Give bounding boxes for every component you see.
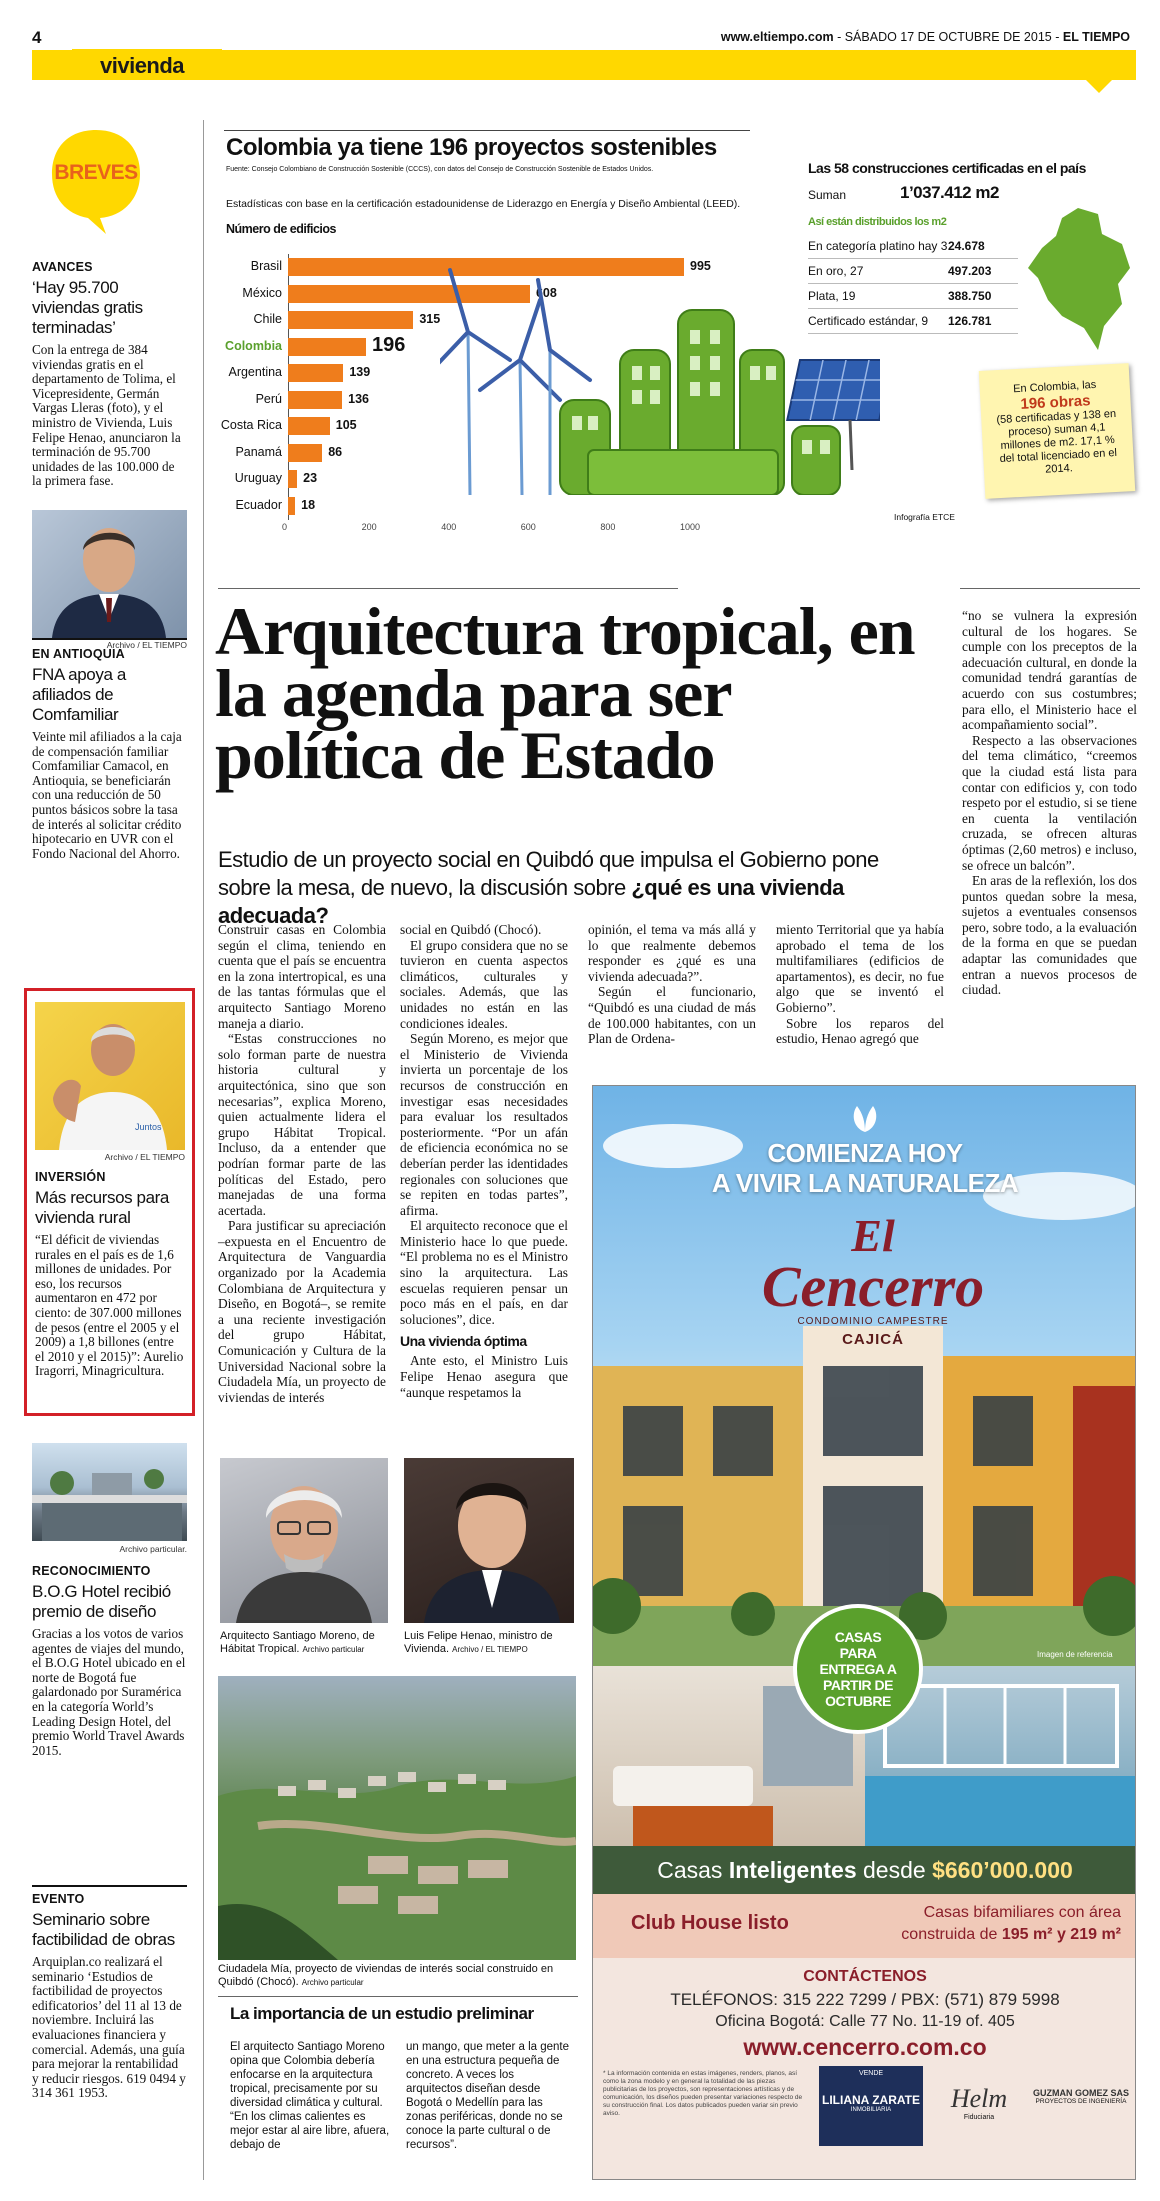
bar-label: Argentina xyxy=(228,365,282,379)
photo-caption-ciudadela xyxy=(218,1963,578,1989)
bar xyxy=(288,444,322,462)
paragraph: Según Moreno, es mejor que el Ministerio de Vivienda invierta un porcentaje de los recursos de construcción en investigar esas necesidades para evaluar los resultados posteriormente. “Por un afán de eficiencia económica no se deberían perder las identidades regionales con soluciones que se repiten en todas partes”, afirma. xyxy=(400,1031,568,1218)
brief-text: “El déficit de viviendas rurales en el país es de 1,6 millones de unidades. Por eso, los recursos aumentaron en 472 por ciento: de 307.000 millones de pesos (entre el 2005 y el 2009) a 1,8 billones (entre el 2010 y el 2015)”: Aurelio Iragorri, Minagricultura. xyxy=(35,1232,184,1379)
seller-box xyxy=(819,2066,923,2146)
row-value: 24.678 xyxy=(948,239,985,253)
certified-title: Las 58 construcciones certificadas en el país xyxy=(808,160,1086,176)
certified-table xyxy=(808,234,1018,334)
chart-axis-label: Número de edificios xyxy=(226,222,336,236)
article-col-4 xyxy=(776,922,944,1047)
caption-credit: Archivo particular xyxy=(301,1978,364,1987)
ad-headline-1: COMIENZA HOY xyxy=(767,1138,963,1168)
brief-text: Gracias a los votos de varios agentes de viajes del mundo, el B.O.G Hotel ubicado en el norte de Bogotá fue galardonado por Suramérica en la categoría World’s Leading Design Hotel, del premio World Travel Awards 2015. xyxy=(32,1626,186,1758)
colombia-map-icon xyxy=(1018,204,1138,354)
bar-label: Ecuador xyxy=(235,497,282,512)
seller-2-sub: Fiduciaria xyxy=(963,2114,995,2121)
seller-label: VENDE xyxy=(858,2070,884,2077)
bar-label: Chile xyxy=(253,312,282,326)
seller-2-name: Helm xyxy=(950,2084,1008,2113)
bar-value: 139 xyxy=(349,365,371,379)
x-tick-label: 600 xyxy=(520,522,536,532)
certified-row xyxy=(808,284,1018,309)
price-value: $660’000.000 xyxy=(932,1856,1073,1883)
row-value: 497.203 xyxy=(948,264,992,278)
brief-kicker: RECONOCIMIENTO xyxy=(32,1564,151,1578)
svg-text:Juntos: Juntos xyxy=(135,1122,162,1132)
brief-kicker: EN ANTIOQUIA xyxy=(32,647,125,661)
row-label: En categoría platino hay 3 xyxy=(808,239,948,253)
bar-value: 18 xyxy=(301,497,316,512)
article-col-1 xyxy=(218,922,386,1405)
bar xyxy=(288,311,413,329)
photo-credit: Archivo particular. xyxy=(119,1544,187,1554)
article-top-rule-2 xyxy=(960,588,1140,589)
row-label: En oro, 27 xyxy=(808,264,864,278)
contact-phones[interactable]: TELÉFONOS: 315 222 7299 / PBX: (571) 879 5998 xyxy=(670,1990,1060,2009)
bar-value: 608 xyxy=(535,285,557,300)
note-post: (58 certificadas y 138 en proceso) suman 4,1 millones de m2. 17,1 % del total licenciado en el 2014. xyxy=(996,407,1118,476)
bar-value: 23 xyxy=(303,471,318,485)
contact-title: CONTÁCTENOS xyxy=(803,1968,927,1985)
brief-title[interactable]: Más recursos para vivienda rural xyxy=(35,1188,169,1227)
brief-text: Con la entrega de 384 viviendas gratis en el departamento de Tolima, el Vicepresidente, Germán Vargas Lleras (foto), y el ministro de Vivienda, Luis Felipe Henao, anunciaron la terminación de 95.700 unidades de las 100.000 de la primera fase. xyxy=(32,342,181,489)
bar-label: Brasil xyxy=(250,259,282,273)
infographic-subtitle: Estadísticas con base en la certificación estadounidense de Liderazgo en Energía y Diseño Ambiental (LEED). xyxy=(226,198,741,210)
seller-3 xyxy=(1033,2088,1129,2105)
seller-3-sub: PROYECTOS DE INGENIERÍA xyxy=(1035,2098,1127,2105)
x-tick-label: 400 xyxy=(441,522,457,532)
brief-avances xyxy=(32,260,187,650)
box-rule xyxy=(218,1996,578,1997)
paragraph: En aras de la reflexión, los dos puntos quedan sobre la mesa, sujetos a eventuales consensos pero, sobre todo, a la evaluación de la forma en que se puedan adaptar las comunidades que entran a nuevos procesos de ciudad. xyxy=(962,873,1137,998)
deck-text: Estudio de un proyecto social en Quibdó que impulsa el Gobierno pone sobre la mesa, de nuevo, la discusión sobre xyxy=(218,847,879,900)
deck-bold: ¿qué es una vivienda adecuada? xyxy=(218,875,844,928)
row-value: 388.750 xyxy=(948,289,992,303)
article-headline: Arquitectura tropical, en la agenda para ser política de Estado xyxy=(215,593,915,793)
photo-credit: Archivo / EL TIEMPO xyxy=(106,640,187,650)
paragraph: Según el funcionario, “Quibdó es una ciudad de más de 100.000 habitantes, con un Plan de Ordena- xyxy=(588,984,756,1047)
x-tick-label: 0 xyxy=(282,522,288,532)
price-bold: Inteligentes xyxy=(728,1856,857,1883)
suman-label: Suman xyxy=(808,188,847,202)
infographic-title: Colombia ya tiene 196 proyectos sostenibles xyxy=(226,134,717,161)
bar-value: 86 xyxy=(328,444,343,459)
paragraph: “no se vulnera la expresión cultural de los hogares. Se cumple con los preceptos de la adecuación cultural, en donde la comunidad tendrá garantías de acuerdo con sus costumbres; para ello, el Ministerio hace el acompañamiento social”. xyxy=(962,608,1137,733)
brief-reconocimiento xyxy=(32,1564,187,1758)
seller-1: LILIANA ZARATE xyxy=(822,2093,920,2107)
brief-inversion-box xyxy=(24,988,195,1416)
paragraph: El arquitecto reconoce que el Ministerio hace lo que puede. “El problema no es el Ministro sino la arquitectura. Las escuelas requieren pensar un poco más en el país, en dar soluciones”, dice. xyxy=(400,1218,568,1327)
bar-label: Perú xyxy=(255,391,282,406)
photo-caption-henao xyxy=(404,1630,574,1656)
x-tick-label: 1000 xyxy=(680,522,701,532)
article-subhead: Una vivienda óptima xyxy=(400,1333,527,1350)
divider xyxy=(32,1885,187,1887)
certified-row xyxy=(808,309,1018,334)
caption-text: Arquitecto Santiago Moreno, de Hábitat Tropical. xyxy=(220,1630,375,1655)
suman-value: 1’037.412 m2 xyxy=(900,183,999,202)
photo-iragorri xyxy=(35,1002,185,1150)
bar-value: 315 xyxy=(419,312,441,326)
brief-kicker: INVERSIÓN xyxy=(35,1170,106,1184)
price-line xyxy=(657,1857,1073,1884)
section-tab xyxy=(72,45,222,80)
bar-label: Uruguay xyxy=(234,471,282,485)
dateline-url[interactable]: www.eltiempo.com xyxy=(720,30,834,44)
infographic-source: Fuente: Consejo Colombiano de Construcción Sostenible (CCCS), con datos del Consejo de Construcción Sostenible de Estados Unidos. xyxy=(226,166,654,173)
ad-headline-2: A VIVIR LA NATURALEZA xyxy=(711,1168,1019,1198)
header-arrow xyxy=(1086,80,1112,93)
entrega-badge xyxy=(793,1604,923,1734)
brief-title[interactable]: Seminario sobre factibilidad de obras xyxy=(32,1910,175,1949)
certified-row xyxy=(808,234,1018,259)
article-deck xyxy=(218,846,918,930)
bar xyxy=(288,417,330,435)
row-label: Certificado estándar, 9 xyxy=(808,314,929,328)
brief-evento xyxy=(32,1892,187,2101)
article-col-3 xyxy=(588,922,756,1047)
photo-credit: Archivo / EL TIEMPO xyxy=(104,1152,185,1162)
title-rule xyxy=(224,130,750,131)
box-title: La importancia de un estudio preliminar xyxy=(230,2004,534,2023)
brief-text: Veinte mil afiliados a la caja de compensación familiar Comfamiliar Camacol, en Antioquia, se beneficiarán con una reducción de 50 puntos básicos sobre la tasa de interés al solicitar crédito hipotecario en UVR con el Fondo Nacional del Ahorro. xyxy=(32,729,182,861)
brand-city: CAJICÁ xyxy=(842,1331,904,1348)
paragraph: opinión, el tema va más allá y lo que realmente debemos responder es ¿qué es una vivienda adecuada?”. xyxy=(588,922,756,984)
leaf-logo-icon xyxy=(847,1104,883,1134)
paragraph: Respecto a las observaciones del tema climático, “creemos que la ciudad está lista para contar con edificios y, con todo respeto por el estudio, si se tiene en cuenta la ventilación cruzada, se ofrecen alturas óptimas (2,60 metros) e incluso, se ofrece un balcón”. xyxy=(962,732,1137,873)
sticky-note xyxy=(979,363,1135,499)
infographic-credit: Infografía ETCE xyxy=(894,512,955,522)
badge-text: CASAS PARA ENTREGA A PARTIR DE OCTUBRE xyxy=(819,1629,897,1709)
paragraph: “Estas construcciones no solo forman parte de nuestra historia cultural y arquitectónica, sino que son necesarias”, explica Moreno, quien actualmente lidera el grupo Hábitat Tropical. Incluso, da a entender que podrían formar parte de las políticas del Estado, pero manejadas de una forma acertada. xyxy=(218,1031,386,1218)
caption-text: Ciudadela Mía, proyecto de viviendas de interés social construido en Quibdó (Chocó). xyxy=(218,1963,554,1988)
price-band xyxy=(593,1846,1136,1894)
caption-credit: Archivo particular xyxy=(302,1645,365,1654)
contact-web[interactable]: www.cencerro.com.co xyxy=(743,2034,987,2060)
paragraph: Sobre los reparos del estudio, Henao agregó que xyxy=(776,1015,944,1047)
photo-luis-felipe-henao xyxy=(404,1458,574,1623)
paragraph: Ante esto, el Ministro Luis Felipe Henao asegura que “aunque respetamos la xyxy=(400,1353,568,1400)
article-top-rule xyxy=(218,588,678,589)
seller-3-name: GUZMAN GOMEZ SAS xyxy=(1033,2088,1129,2098)
divider xyxy=(32,638,187,640)
article-col-5 xyxy=(962,608,1137,998)
section-label: vivienda xyxy=(100,53,185,78)
bar xyxy=(288,497,295,515)
paragraph: miento Territorial que ya había aprobado el tema de los multifamiliares (edificios de apartamentos), es decir, no fue algo que se inventó el Gobierno”. xyxy=(776,922,944,1015)
caption-credit: Archivo / EL TIEMPO xyxy=(452,1645,528,1654)
bar-label: Colombia xyxy=(225,338,282,353)
breves-bubble xyxy=(48,126,144,226)
brief-text: Arquiplan.co realizará el seminario ‘Estudios de factibilidad de proyectos edificatorios’ del 11 al 13 de noviembre. Incluirá las evaluaciones financiera y comercial. Además, una guía para mejorar la rentabilidad y reducir riesgos. 619 0494 y 314 361 1953. xyxy=(32,1954,186,2101)
photo-caption-moreno xyxy=(220,1630,388,1656)
page-header xyxy=(0,0,1160,95)
sidebar xyxy=(32,120,187,2180)
brief-title[interactable]: ‘Hay 95.700 viviendas gratis terminadas’ xyxy=(32,278,143,337)
brand-el: El xyxy=(851,1210,895,1261)
bar xyxy=(288,470,297,488)
note-pre: En Colombia, las xyxy=(1012,378,1097,396)
brand-sub: CONDOMINIO CAMPESTRE xyxy=(797,1316,949,1327)
units-line-1: Casas bifamiliares con área xyxy=(923,1904,1121,1921)
bar-label: Panamá xyxy=(235,444,282,459)
bar xyxy=(288,391,342,409)
units-line-2 xyxy=(901,1926,1121,1944)
bar-value: 105 xyxy=(335,418,357,432)
note-bold: 196 obras xyxy=(1020,392,1091,413)
bar-value: 136 xyxy=(348,391,369,406)
photo-ciudadela-mia xyxy=(218,1676,576,1960)
breves-label: BREVES xyxy=(54,161,138,184)
dateline-date: - SÁBADO 17 DE OCTUBRE DE 2015 - xyxy=(833,30,1063,44)
contact-band xyxy=(593,1958,1136,2180)
suman-row xyxy=(808,183,1008,204)
advertisement[interactable] xyxy=(592,1085,1136,2180)
dist-title: Así están distribuidos los m2 xyxy=(808,216,947,228)
paragraph: Para justificar su apreciación –expuesta en el Encuentro de Arquitectura de Vanguardia organizado por la Academia Colombiana de Arquitectura y Diseño, en Bogotá–, se remite a una reciente investigación del grupo Hábitat, Comunicación y Cultura de la Universidad Nacional sobre la Ciudadela Mía, un proyecto de viviendas de interés xyxy=(218,1218,386,1405)
bar-value: 995 xyxy=(690,259,711,273)
units-text: construida de xyxy=(901,1926,1002,1943)
infographic xyxy=(218,120,1138,545)
page-number: 4 xyxy=(32,28,41,47)
brief-kicker: AVANCES xyxy=(32,260,93,274)
box-col-1: El arquitecto Santiago Moreno opina que Colombia debería enfocarse en la arquitectura tropical, precisamente por su diversidad climática y cultural. “En los climas calientes es mejor estar al aire libre, afuera, debajo de xyxy=(230,2041,390,2151)
certified-row xyxy=(808,259,1018,284)
x-tick-label: 200 xyxy=(361,522,377,532)
bar-value: 196 xyxy=(372,333,406,356)
price-pre: Casas xyxy=(657,1856,729,1883)
caption-text: Luis Felipe Henao, ministro de Vivienda. xyxy=(404,1630,553,1655)
brief-title[interactable]: FNA apoya a afiliados de Comfamiliar xyxy=(32,665,126,724)
price-mid: desde xyxy=(856,1856,933,1883)
x-tick-label: 800 xyxy=(600,522,616,532)
brief-title[interactable]: B.O.G Hotel recibió premio de diseño xyxy=(32,1582,171,1621)
photo-vargas-lleras xyxy=(32,510,187,638)
row-label: Plata, 19 xyxy=(808,289,856,303)
seller-1-sub: INMOBILIARIA xyxy=(850,2107,892,2113)
brand-name: Cencerro xyxy=(761,1254,985,1319)
article-col-2 xyxy=(400,922,568,1400)
bar xyxy=(288,364,343,382)
image-ref-label: Imagen de referencia xyxy=(1037,1650,1113,1659)
bar-label: México xyxy=(242,285,282,300)
brand-logo xyxy=(743,1210,1003,1364)
seller-2 xyxy=(939,2084,1019,2121)
photo-santiago-moreno xyxy=(220,1458,388,1623)
contact-office: Oficina Bogotá: Calle 77 No. 11-19 of. 405 xyxy=(715,2013,1015,2030)
paragraph: Construir casas en Colombia según el clima, teniendo en cuenta que el país se encuentra en la zona intertropical, es una de las tantas fórmulas que el arquitecto Santiago Moreno maneja a diario. xyxy=(218,922,386,1031)
brief-antioquia xyxy=(32,647,187,861)
ad-disclaimer: * La información contenida en estas imágenes, renders, planos, así como la zona modelo y en general la totalidad de las piezas publicitarias de los proyectos, son representaciones artísticas y de comunicación, los diseños pueden presentar variaciones respecto de su construcción final. Los datos publicados pueden variar sin previo aviso. xyxy=(603,2070,803,2117)
row-value: 126.781 xyxy=(948,314,992,328)
brief-kicker: EVENTO xyxy=(32,1892,85,1906)
units-bold: 195 m² y 219 m² xyxy=(1001,1926,1121,1943)
club-band xyxy=(593,1894,1136,1958)
club-house: Club House listo xyxy=(631,1912,789,1934)
bar xyxy=(288,338,366,356)
paper-name: EL TIEMPO xyxy=(1062,30,1130,44)
paragraph: social en Quibdó (Chocó). xyxy=(400,922,542,937)
box-col-2: un mango, que meter a la gente en una estructura pequeña de concreto. A veces los arquitectos diseñan desde Bogotá o Medellín para las zonas periféricas, donde no se conoce la parte cultural o de recursos”. xyxy=(406,2041,570,2151)
dateline xyxy=(721,30,1130,44)
bar-label: Costa Rica xyxy=(220,418,282,432)
photo-bog-hotel xyxy=(32,1443,187,1541)
paragraph: El grupo considera que no se tuvieron en cuenta aspectos climáticos, culturales y sociales. Además, que las unidades no están en las condiciones ideales. xyxy=(400,937,568,1031)
